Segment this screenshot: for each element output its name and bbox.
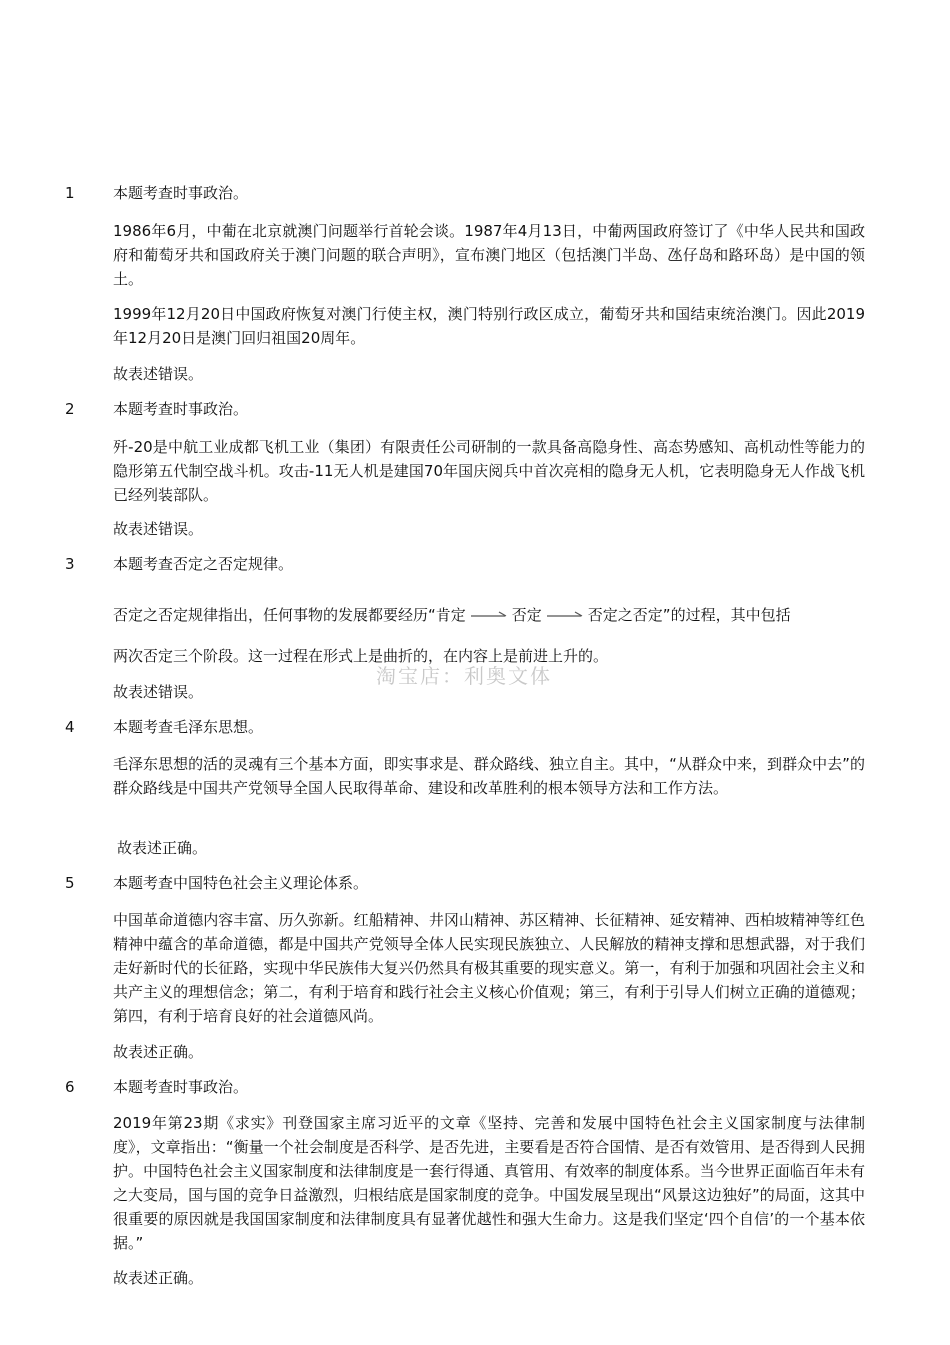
item-heading: 本题考查否定之否定规律。 bbox=[113, 555, 294, 573]
item-paragraph: 1986年6月，中葡在北京就澳门问题举行首轮会谈。1987年4月13日，中葡两国政府签订了《中华人民共和国政府和葡萄牙共和国政府关于澳门问题的联合声明》，宣布澳门地区（包括澳门半岛、氹仔岛和路环岛）是中国的领土。 bbox=[113, 222, 865, 288]
item-conclusion: 故表述正确。 bbox=[113, 1269, 204, 1287]
right-arrow-icon bbox=[546, 608, 584, 622]
item-number: 1 bbox=[65, 184, 75, 202]
item-heading: 本题考查时事政治。 bbox=[113, 400, 249, 418]
item-heading: 本题考查时事政治。 bbox=[113, 184, 249, 202]
paragraph-part: 否定 bbox=[511, 606, 542, 624]
item-heading: 本题考查中国特色社会主义理论体系。 bbox=[113, 874, 369, 892]
paragraph-part: 否定之否定”的过程，其中包括 bbox=[587, 606, 791, 624]
item-number: 4 bbox=[65, 718, 75, 736]
watermark-text: 淘宝店：利奥文体 bbox=[376, 664, 552, 688]
item-heading: 本题考查毛泽东思想。 bbox=[113, 718, 264, 736]
item-conclusion: 故表述正确。 bbox=[113, 1043, 204, 1061]
item-conclusion: 故表述错误。 bbox=[113, 683, 204, 701]
item-paragraph: 歼-20是中航工业成都飞机工业（集团）有限责任公司研制的一款具备高隐身性、高态势感知、高机动性等能力的隐形第五代制空战斗机。攻击-11无人机是建国70年国庆阅兵中首次亮相的隐身无人机，它表明隐身无人作战飞机已经列装部队。 bbox=[113, 438, 865, 504]
item-number: 2 bbox=[65, 400, 75, 418]
paragraph-part: 否定之否定规律指出，任何事物的发展都要经历“肯定 bbox=[113, 606, 466, 624]
item-paragraph: 两次否定三个阶段。这一过程在形式上是曲折的，在内容上是前进上升的。 bbox=[113, 647, 609, 665]
right-arrow-icon bbox=[470, 608, 508, 622]
item-paragraph-arrows bbox=[113, 603, 865, 627]
item-paragraph: 毛泽东思想的活的灵魂有三个基本方面，即实事求是、群众路线、独立自主。其中，“从群众中来，到群众中去”的群众路线是中国共产党领导全国人民取得革命、建设和改革胜利的根本领导方法和工作方法。 bbox=[113, 755, 865, 797]
item-conclusion: 故表述正确。 bbox=[117, 839, 208, 857]
item-number: 3 bbox=[65, 555, 75, 573]
item-heading: 本题考查时事政治。 bbox=[113, 1078, 249, 1096]
item-number: 6 bbox=[65, 1078, 75, 1096]
item-number: 5 bbox=[65, 874, 75, 892]
item-paragraph: 1999年12月20日中国政府恢复对澳门行使主权，澳门特别行政区成立，葡萄牙共和国结束统治澳门。因此2019年12月20日是澳门回归祖国20周年。 bbox=[113, 305, 865, 347]
item-paragraph: 2019年第23期《求实》刊登国家主席习近平的文章《坚持、完善和发展中国特色社会主义国家制度与法律制度》，文章指出：“衡量一个社会制度是否科学、是否先进，主要看是否符合国情、是否有效管用、是否得到人民拥护。中国特色社会主义国家制度和法律制度是一套行得通、真管用、有效率的制度体系。当今世界正面临百年未有之大变局，国与国的竞争日益激烈，归根结底是国家制度的竞争。中国发展呈现出“风景这边独好”的局面，这其中很重要的原因就是我国国家制度和法律制度具有显著优越性和强大生命力。这是我们坚定‘四个自信’的一个基本依据。” bbox=[113, 1114, 865, 1252]
item-conclusion: 故表述错误。 bbox=[113, 520, 204, 538]
item-paragraph: 中国革命道德内容丰富、历久弥新。红船精神、井冈山精神、苏区精神、长征精神、延安精神、西柏坡精神等红色精神中蕴含的革命道德，都是中国共产党领导全体人民实现民族独立、人民解放的精神支撑和思想武器，对于我们走好新时代的长征路，实现中华民族伟大复兴仍然具有极其重要的现实意义。第一，有利于加强和巩固社会主义和共产主义的理想信念；第二，有利于培育和践行社会主义核心价值观；第三，有利于引导人们树立正确的道德观；第四，有利于培育良好的社会道德风尚。 bbox=[113, 911, 865, 1025]
item-conclusion: 故表述错误。 bbox=[113, 365, 204, 383]
